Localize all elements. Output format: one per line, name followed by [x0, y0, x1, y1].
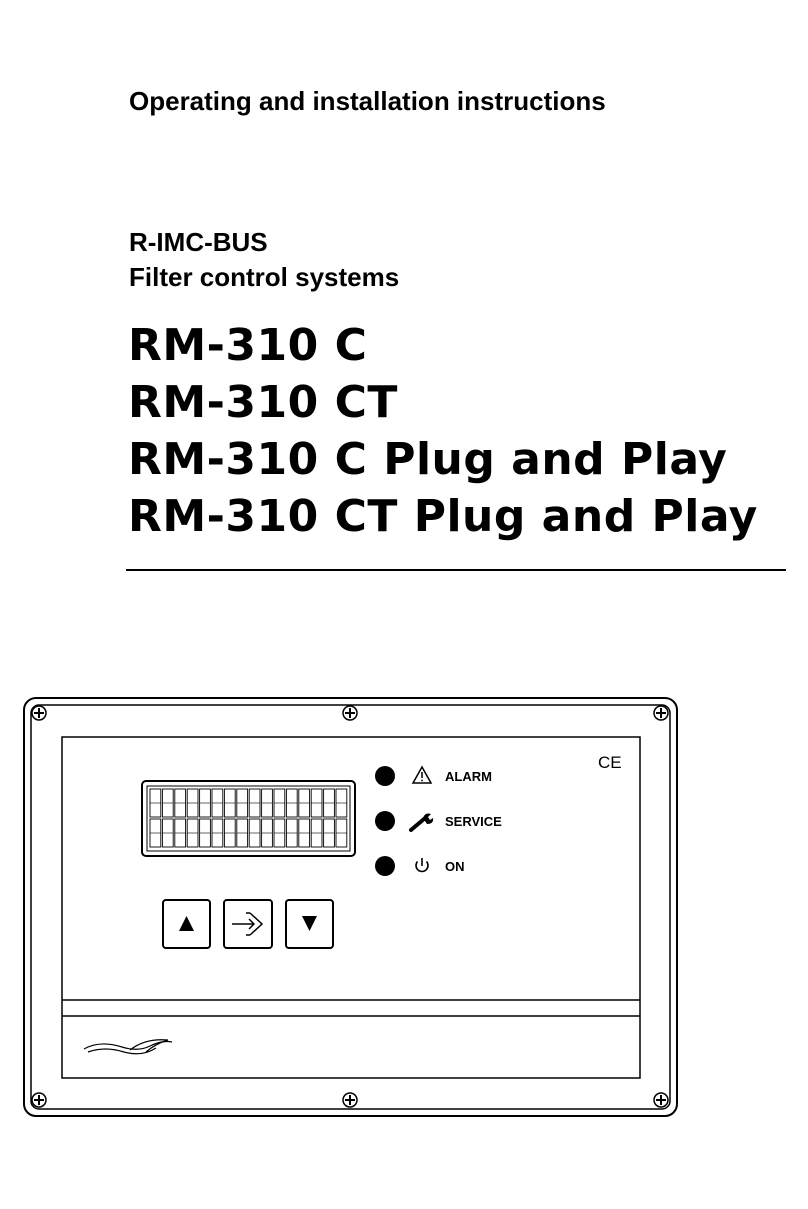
- wrench-icon: [411, 814, 433, 831]
- warning-triangle-icon: [413, 767, 431, 783]
- on-label: ON: [445, 859, 465, 874]
- front-panel: [62, 737, 640, 1078]
- up-button[interactable]: [163, 900, 210, 948]
- screw-icon: [343, 1093, 357, 1107]
- product-category-title: Filter control systems: [129, 262, 400, 292]
- ce-mark: CE: [598, 753, 622, 772]
- product-line-title: R-IMC-BUS: [129, 227, 268, 257]
- indicator-on: [375, 856, 465, 876]
- indicator-service: [375, 811, 502, 831]
- down-button[interactable]: [286, 900, 333, 948]
- screw-icon: [343, 706, 357, 720]
- screw-icon: [32, 706, 46, 720]
- lcd-display: [142, 781, 355, 856]
- screw-icon: [654, 1093, 668, 1107]
- screw-icon: [654, 706, 668, 720]
- on-led: [375, 856, 395, 876]
- enter-button[interactable]: [224, 900, 272, 948]
- model-title: RM-310 CT: [128, 377, 398, 428]
- alarm-label: ALARM: [445, 769, 492, 784]
- indicator-alarm: [375, 766, 492, 786]
- brand-logo: [84, 1040, 172, 1054]
- model-title: RM-310 CT Plug and Play: [128, 491, 758, 542]
- power-icon: [416, 858, 428, 871]
- housing-outer: [24, 698, 677, 1116]
- service-led: [375, 811, 395, 831]
- screw-icon: [32, 1093, 46, 1107]
- model-title: RM-310 C: [128, 320, 368, 371]
- service-label: SERVICE: [445, 814, 502, 829]
- alarm-led: [375, 766, 395, 786]
- document-heading: Operating and installation instructions: [129, 86, 606, 116]
- model-title: RM-310 C Plug and Play: [128, 434, 728, 485]
